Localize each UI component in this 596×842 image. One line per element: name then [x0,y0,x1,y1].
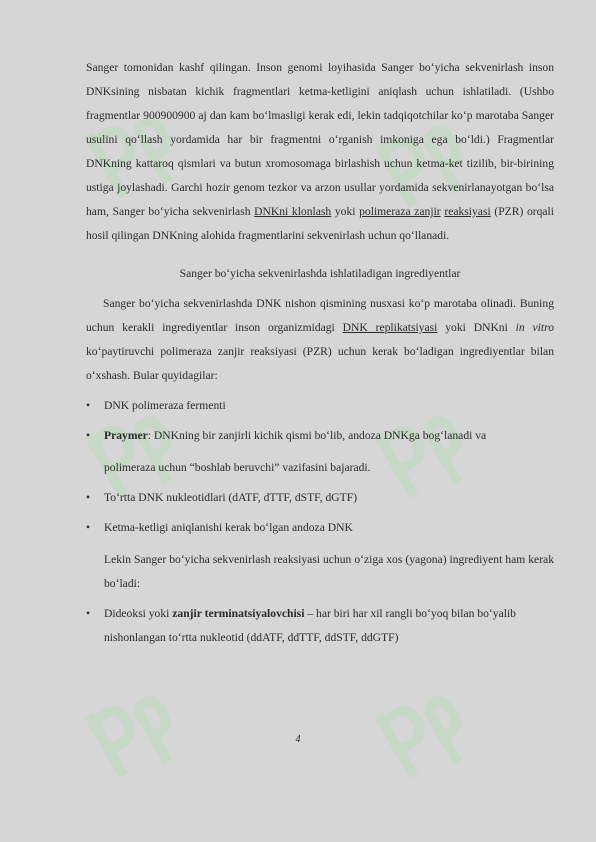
term-primer: Praymer [104,429,148,442]
list-item-continuation: Lekin Sanger bo‘yicha sekvenirlash reaksiyasi uchun o‘ziga xos (yagona) ingrediyent ham kerak bo‘ladi: [104,553,554,590]
term-chain-terminator: zanjir terminatsiyalovchisi [172,607,305,620]
link-dna-replication[interactable]: DNK replikatsiyasi [342,321,438,334]
list-item: • Ketma-ketligi aniqlanishi kerak bo‘lgan andoza DNK [86,516,554,540]
list-item-continuation: polimeraza uchun “boshlab beruvchi” vazifasini bajaradi. [104,461,371,474]
dideoxy-prefix: Dideoksi yoki [104,607,173,620]
list-item [86,424,554,448]
paragraph-intro-text: Sanger tomonidan kashf qilingan. Inson genomi loyihasida Sanger bo‘yicha sekvenirlash inson DNKsining nisbatan kichik fragmentlari ketma-ketligini aniqlash uchun ishlatiladi. (Ushbo fragmentlar 900900900 aj dan kam bo‘lmasligi kerak edi, lekin tadqiqotchilar ko‘p marotaba Sanger usulini qo‘llash yordamida har bir fragmentni o‘rganish imkoniga ega bo‘ldi.) Fragmentlar DNKning kattaroq qismlari va butun xromosomaga birlashish uchun ketma-ket tizilib, bir-birining ustiga joylashadi. Garchi hozir genom tezkor va arzon usullar yordamida sekvenirlanayotgan bo‘lsa ham, Sanger bo‘yicha sekvenirlash [86,61,554,218]
paragraph-ingredients [86,292,554,388]
document-body [86,56,554,650]
section-heading: Sanger bo‘yicha sekvenirlashda ishlatiladigan ingrediyentlar [179,267,461,280]
primer-definition: : DNKning bir zanjirli kichik qismi bo‘lib, andoza DNKga bog‘lanadi va [147,429,487,442]
chain-terminator-definition: – har biri har xil rangli bo‘yoq bilan bo‘yalib nishonlangan to‘rtta nukleotid (ddATF, ddTTF, ddSTF, ddGTF) [104,607,516,644]
paragraph-ingredients-text: Sanger bo‘yicha sekvenirlashda DNK nishon qismining nusxasi ko‘p marotaba olinadi. Buning uchun kerakli ingrediyentlar inson organizmidagi [86,297,554,334]
list-item: • To‘rtta DNK nukleotidlari (dATF, dTTF, dSTF, dGTF) [86,486,554,510]
link-pcr-reaction[interactable]: reaksiyasi [444,205,491,218]
list-item: • DNK polimeraza fermenti [86,394,554,418]
link-pcr[interactable]: polimeraza zanjir [359,205,441,218]
paragraph-ingredients-tail: ko‘paytiruvchi polimeraza zanjir reaksiyasi (PZR) uchun kerak bo‘ladigan ingrediyentlar bilan o‘xshash. Bular quyidagilar: [86,345,554,382]
paragraph-intro-tail: (PZR) orqali hosil qilingan DNKning alohida fragmentlarini sekvenirlash uchun qo‘llanadi. [86,205,555,242]
paragraph-ingredients-connector: yoki DNKni [437,321,516,334]
in-vitro-term: in vitro [515,321,554,334]
paragraph-intro [86,56,554,248]
link-dnk-cloning[interactable]: DNKni klonlash [254,205,332,218]
page-number: 4 [295,734,301,745]
paragraph-intro-connector: yoki [331,205,360,218]
list-item [86,602,554,650]
